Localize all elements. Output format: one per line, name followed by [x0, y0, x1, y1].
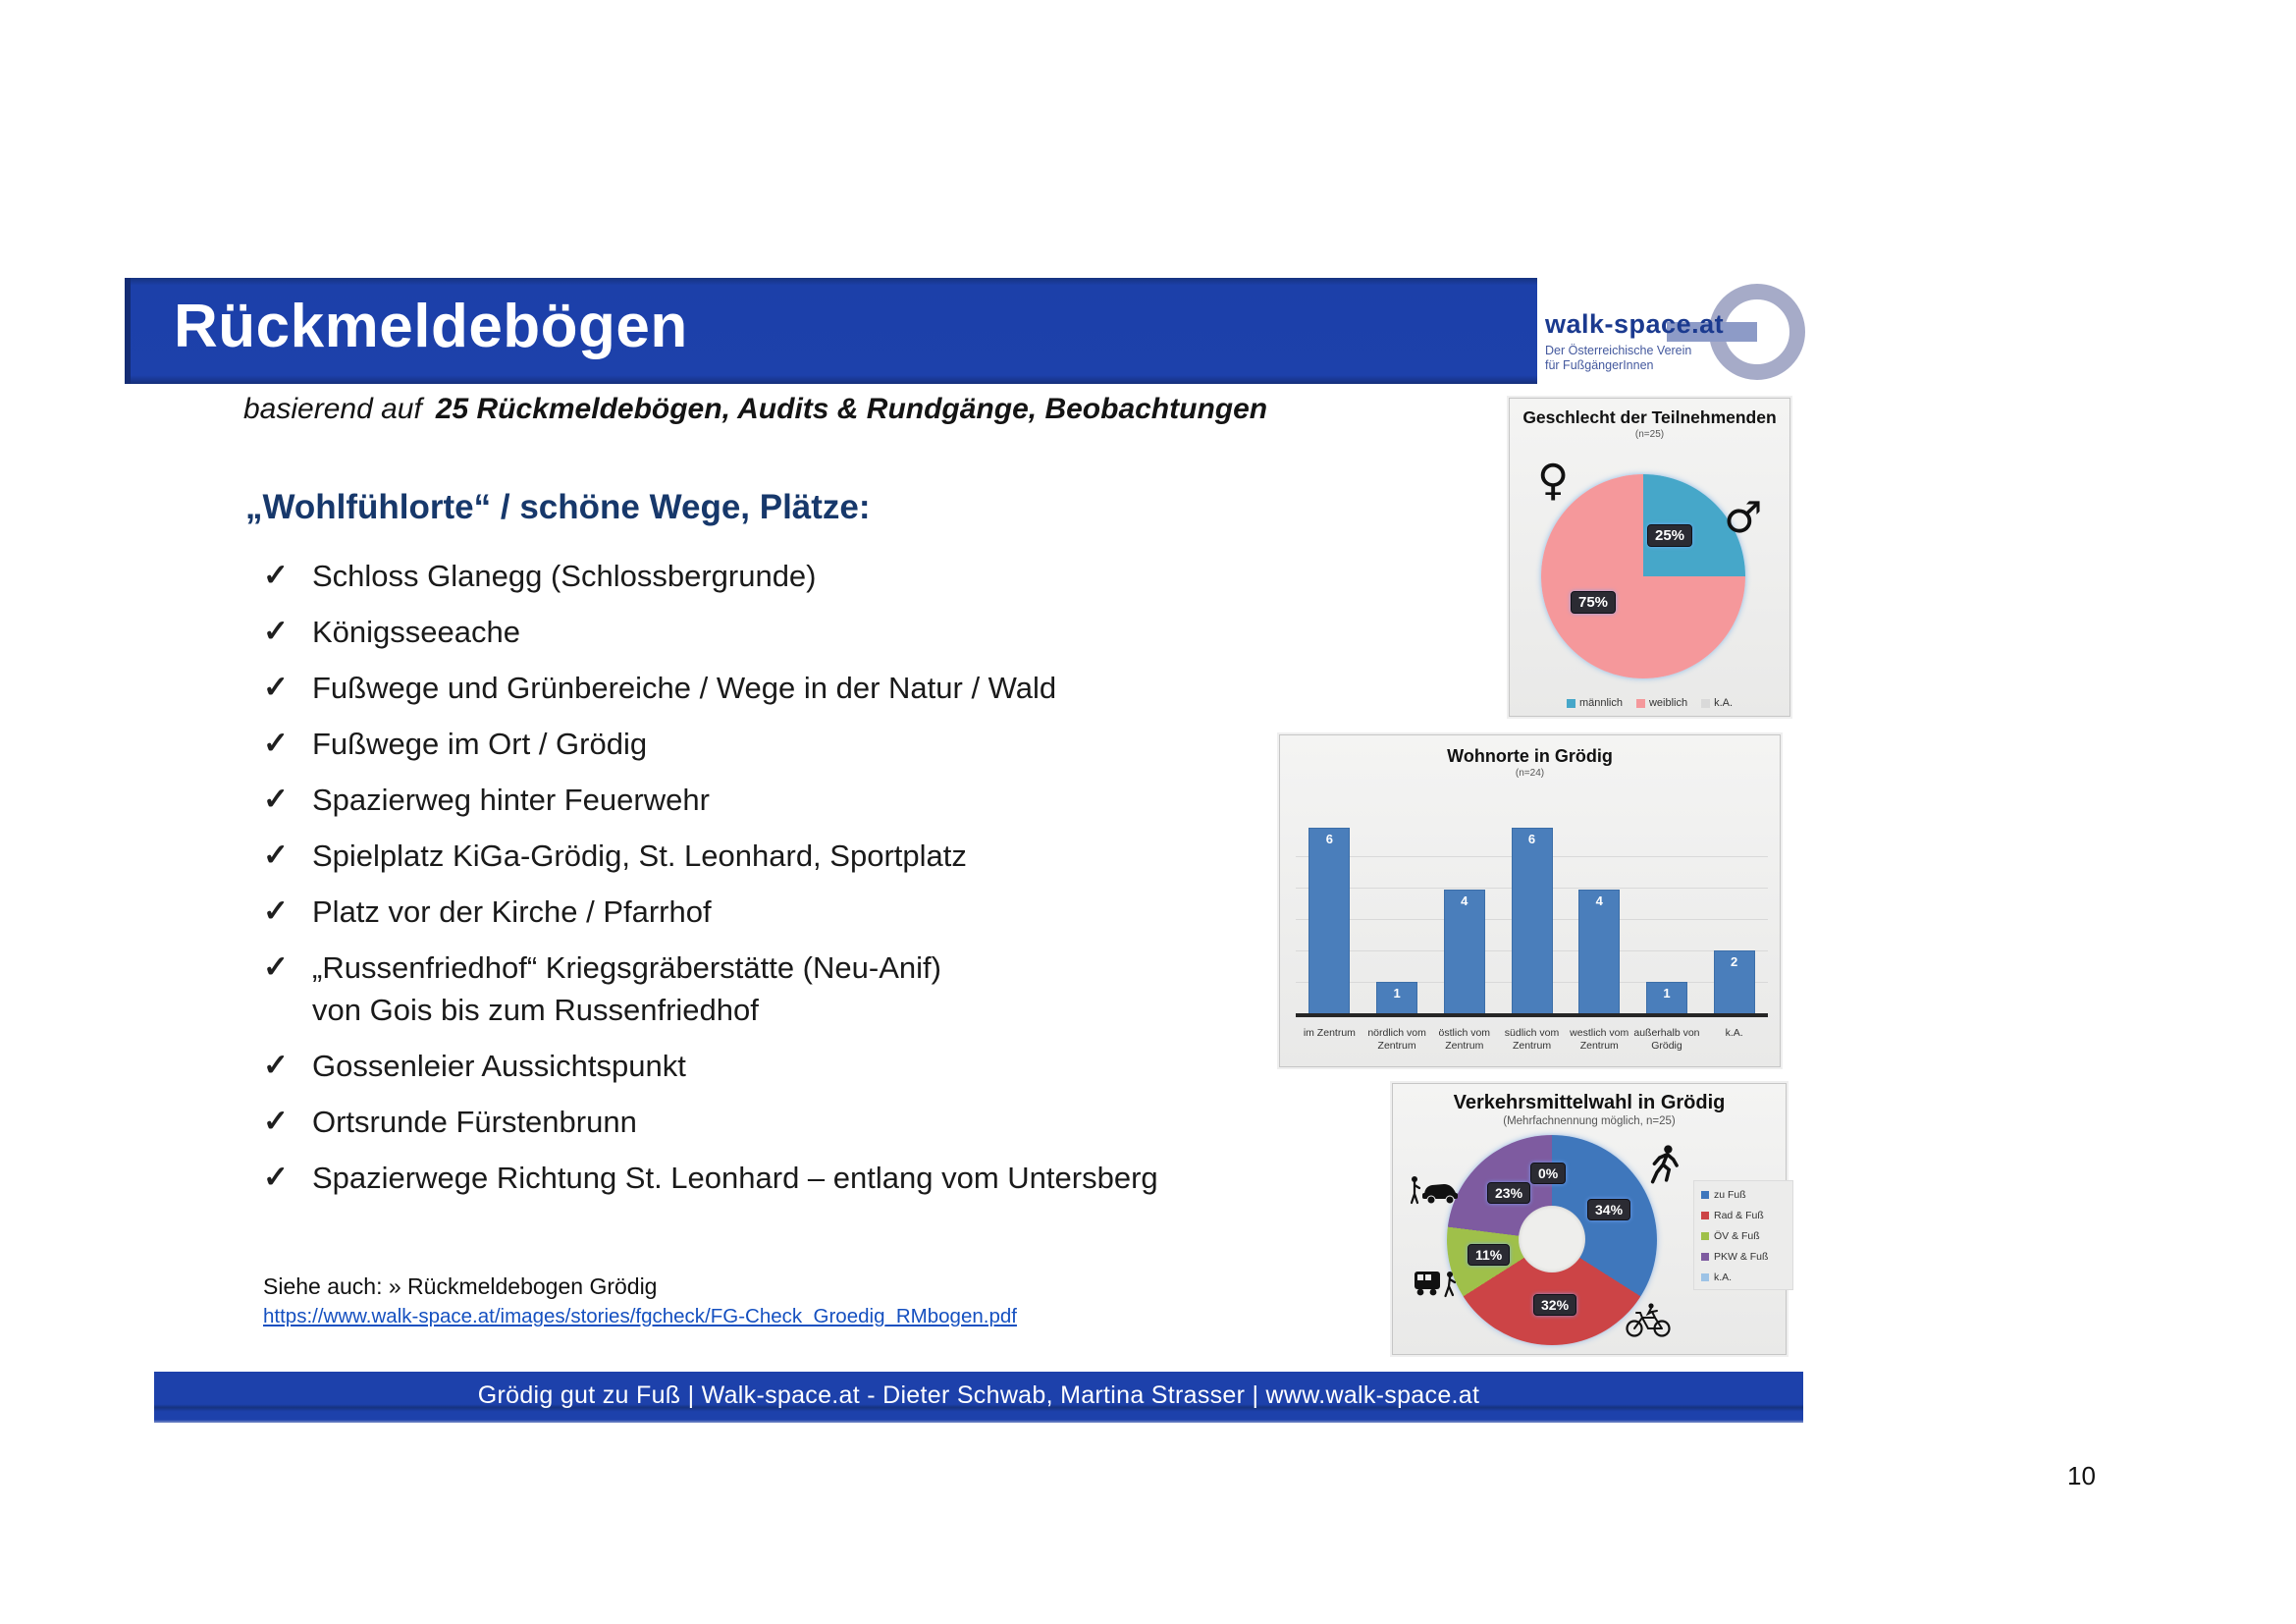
walk-space-logo: [1537, 283, 1822, 396]
chart-panel-verkehrsmittel: [1392, 1083, 1787, 1355]
legend-label: Rad & Fuß: [1714, 1210, 1764, 1221]
bar-slot: [1498, 829, 1566, 1013]
legend-item: [1701, 1189, 1788, 1201]
legend-swatch: [1701, 1212, 1709, 1219]
gender-pie: [1541, 474, 1745, 678]
bar: [1578, 890, 1620, 1013]
donut-percent-label: 34%: [1587, 1199, 1630, 1220]
logo-tagline-line1: Der Österreichische Verein: [1545, 344, 1692, 357]
bars-row: [1296, 829, 1768, 1017]
check-icon: ✓: [263, 726, 289, 760]
legend-label: k.A.: [1714, 1272, 1733, 1283]
x-labels-row: [1296, 1027, 1768, 1053]
check-icon: ✓: [263, 949, 289, 984]
check-icon: ✓: [263, 614, 289, 648]
x-axis-label: westlich vom Zentrum: [1570, 1027, 1629, 1052]
chart-subtitle: (Mehrfachnennung möglich, n=25): [1503, 1115, 1676, 1127]
list-item-text-line2: von Gois bis zum Russenfriedhof: [312, 993, 759, 1027]
legend-item: [1567, 697, 1623, 709]
footer-text: Grödig gut zu Fuß | Walk-space.at - Dieter Schwab, Martina Strasser | www.walk-space.at: [477, 1381, 1480, 1409]
bar-value-label: 2: [1731, 954, 1738, 970]
bar-value-label: 4: [1461, 893, 1468, 908]
page-number: 10: [2067, 1461, 2096, 1490]
legend-item: [1701, 1272, 1788, 1283]
footer-bar: [154, 1372, 1803, 1423]
legend-swatch: [1701, 1253, 1709, 1261]
bicycle-icon: [1625, 1302, 1672, 1337]
legend-swatch: [1701, 699, 1710, 708]
list-item-text: Spazierwege Richtung St. Leonhard – entlang vom Untersberg: [312, 1161, 1158, 1195]
legend-label: ÖV & Fuß: [1714, 1230, 1760, 1242]
bar-value-label: 1: [1663, 985, 1671, 1001]
legend-swatch: [1701, 1273, 1709, 1281]
list-item: [263, 895, 1333, 929]
legend-label: k.A.: [1714, 697, 1734, 709]
list-item-text: Spielplatz KiGa-Grödig, St. Leonhard, Sportplatz: [312, 839, 967, 873]
subtitle: [243, 393, 1267, 426]
list-item-text: „Russenfriedhof“ Kriegsgräberstätte (Neu-Anif): [312, 950, 941, 985]
header-bar: [125, 278, 1537, 384]
bar-value-label: 6: [1527, 832, 1536, 846]
legend-swatch: [1701, 1191, 1709, 1199]
donut-percent-label: 0%: [1530, 1163, 1566, 1184]
car-passenger-icon: [1409, 1172, 1460, 1206]
bar-value-label: 1: [1393, 985, 1401, 1001]
subtitle-prefix: basierend auf: [243, 393, 422, 425]
pie-legend: [1510, 697, 1789, 709]
logo-tagline-line2: für FußgängerInnen: [1545, 358, 1654, 372]
legend-swatch: [1701, 1232, 1709, 1240]
legend-label: PKW & Fuß: [1714, 1251, 1769, 1263]
bus-icon: [1413, 1267, 1462, 1300]
legend-item: [1701, 1210, 1788, 1221]
list-item: [263, 1162, 1333, 1195]
subtitle-emphasis: 25 Rückmeldebögen, Audits & Rundgänge, Beobachtungen: [435, 393, 1268, 425]
x-axis-label: östlich vom Zentrum: [1438, 1027, 1491, 1052]
list-item: [263, 784, 1333, 817]
bar-value-label: 4: [1595, 893, 1603, 908]
legend-item: [1636, 697, 1687, 709]
chart-title: Verkehrsmittelwahl in Grödig: [1453, 1092, 1726, 1113]
logo-tagline: [1545, 344, 1691, 373]
bar-slot: [1566, 829, 1633, 1013]
x-axis-label: südlich vom Zentrum: [1504, 1027, 1560, 1052]
list-item-text: Gossenleier Aussichtspunkt: [312, 1049, 686, 1083]
x-axis-label: k.A.: [1725, 1027, 1743, 1039]
legend-swatch: [1567, 699, 1575, 708]
bar-slot: [1430, 829, 1498, 1013]
list-item-text: Schloss Glanegg (Schlossbergrunde): [312, 559, 817, 593]
chart-subtitle: (n=24): [1515, 768, 1545, 779]
bar-slot: [1700, 829, 1768, 1013]
pedestrian-icon: [1643, 1143, 1684, 1188]
see-also-label: Siehe auch: » Rückmeldebogen Grödig: [263, 1273, 658, 1299]
x-axis-label: nördlich vom Zentrum: [1367, 1027, 1426, 1052]
list-item: [263, 616, 1333, 649]
list-item: [263, 728, 1333, 761]
chart-title: Geschlecht der Teilnehmenden: [1522, 407, 1777, 427]
check-icon: ✓: [263, 1160, 289, 1194]
bar-slot: [1296, 829, 1363, 1013]
logo-name: walk-space.at: [1545, 309, 1725, 339]
list-item-text: Fußwege im Ort / Grödig: [312, 727, 648, 761]
female-symbol-icon: ♀: [1537, 456, 1570, 506]
donut-percent-label: 23%: [1487, 1182, 1530, 1204]
legend-label: männlich: [1578, 697, 1623, 709]
legend-item: [1701, 1251, 1788, 1263]
bar: [1444, 890, 1485, 1013]
list-item: [263, 1050, 1333, 1083]
list-item-text: Spazierweg hinter Feuerwehr: [312, 783, 710, 817]
bar-slot: [1363, 829, 1431, 1013]
list-item-text: Ortsrunde Fürstenbrunn: [312, 1105, 637, 1139]
male-symbol-icon: ♂: [1724, 493, 1763, 543]
donut-legend: [1693, 1180, 1793, 1290]
chart-subtitle: (n=25): [1634, 429, 1665, 440]
check-icon: ✓: [263, 1104, 289, 1138]
chart-panel-wohnorte: [1279, 734, 1781, 1067]
check-icon: ✓: [263, 558, 289, 592]
chart-panel-geschlecht: [1509, 398, 1790, 717]
bar: [1512, 828, 1553, 1013]
bar: [1376, 982, 1417, 1013]
bar-slot: [1633, 829, 1701, 1013]
pie-percent-label: 25%: [1647, 524, 1692, 547]
checklist: [263, 560, 1333, 1218]
list-item: [263, 672, 1333, 705]
bar-chart-plot-area: [1296, 829, 1768, 1017]
section-heading: „Wohlfühlorte“ / schöne Wege, Plätze:: [245, 488, 871, 526]
list-item: [263, 839, 1333, 873]
check-icon: ✓: [263, 893, 289, 928]
bar: [1646, 982, 1687, 1013]
donut-percent-label: 32%: [1533, 1294, 1576, 1316]
check-icon: ✓: [263, 782, 289, 816]
legend-swatch: [1636, 699, 1645, 708]
legend-item: [1701, 697, 1733, 709]
pie-percent-label: 75%: [1571, 591, 1616, 614]
legend-label: zu Fuß: [1714, 1189, 1746, 1201]
bar: [1714, 950, 1755, 1013]
x-axis-label: außerhalb von Grödig: [1633, 1027, 1700, 1052]
check-icon: ✓: [263, 670, 289, 704]
check-icon: ✓: [263, 838, 289, 872]
list-item-text: Königsseeache: [312, 615, 520, 649]
list-item-text: Fußwege und Grünbereiche / Wege in der Natur / Wald: [312, 671, 1057, 705]
legend-label: weiblich: [1648, 697, 1688, 709]
legend-item: [1701, 1230, 1788, 1242]
x-axis-label: im Zentrum: [1303, 1027, 1356, 1039]
list-item: [263, 951, 1333, 1027]
page-title: Rückmeldebögen: [174, 293, 688, 360]
list-item: [263, 560, 1333, 593]
list-item-text: Platz vor der Kirche / Pfarrhof: [312, 894, 712, 929]
chart-title: Wohnorte in Grödig: [1447, 746, 1613, 766]
bar: [1308, 828, 1350, 1013]
list-item: [263, 1106, 1333, 1139]
bar-value-label: 6: [1325, 832, 1333, 846]
pdf-link[interactable]: https://www.walk-space.at/images/stories/fgcheck/FG-Check_Groedig_RMbogen.pdf: [263, 1305, 1017, 1327]
donut-percent-label: 11%: [1468, 1244, 1510, 1266]
check-icon: ✓: [263, 1048, 289, 1082]
